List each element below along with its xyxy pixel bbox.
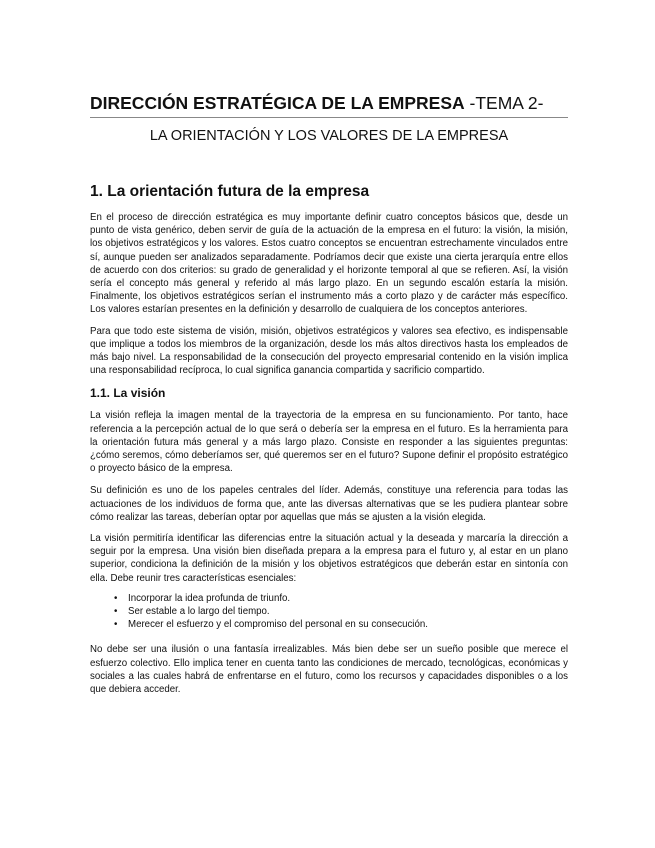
list-item [114, 605, 568, 618]
paragraph-vision-caracteristicas: La visión permitiría identificar las diferencias entre la situación actual y la deseada y marcaría la dirección a seguir por la empresa. Una visión bien diseñada prepara a la empresa para el futuro y, al estar en un plano superior, condiciona la definición de la misión y los objetivos estratégicos que deberán estar en sintonía con ella. Debe reunir tres características esenciales: [90, 533, 568, 584]
document-subtitle: LA ORIENTACIÓN Y LOS VALORES DE LA EMPRESA [149, 128, 509, 144]
bullet-icon: • [114, 606, 118, 618]
paragraph-vision-cierre: No debe ser una ilusión o una fantasía irrealizables. Más bien debe ser un sueño posible que merece el esfuerzo colectivo. Ello implica tener en cuenta tanto las condiciones de mercado, tecnológicas, económicas y sociales a las cuales habrá de enfrentarse en el futuro, como los recursos y capacidades disponibles o a los que debiera acceder. [90, 644, 568, 696]
document-page [90, 92, 568, 696]
document-title-main: DIRECCIÓN ESTRATÉGICA DE LA EMPRESA [90, 93, 465, 113]
list-item-text: Incorporar la idea profunda de triunfo. [128, 592, 291, 604]
section-heading-orientacion: 1. La orientación futura de la empresa [90, 183, 370, 200]
paragraph-vision-lider: Su definición es uno de los papeles centrales del líder. Además, constituye una referencia para todas las actuaciones de los individuos de forma que, ante las diversas alternativas que se les pudiera plantear sobre cómo realizar las tareas, deberían optar por aquellas que más se ajusten a la visión elegida. [90, 485, 568, 523]
list-item [114, 618, 568, 631]
list-item-text: Ser estable a lo largo del tiempo. [128, 606, 270, 618]
document-title [90, 92, 568, 114]
paragraph-intro: En el proceso de dirección estratégica es muy importante definir cuatro conceptos básicos que, desde un punto de vista genérico, deben servir de guía de la actuación de la empresa en el futuro: la visión, la misión, los objetivos estratégicos y los valores. Estos cuatro conceptos se encuentran estrechamente vinculados entre sí, aunque pueden ser analizados separadamente. Podríamos decir que existe una cierta jerarquía entre ellos de acuerdo con dos criterios: su grado de generalidad y el horizonte temporal al que se refieren. Así, la visión sería el concepto más general y referido al más largo plazo. En un segundo escalón estaría la misión. Finalmente, los objetivos estratégicos serían el instrumento más a corto plazo y de carácter más específico. Los valores estarían presentes en la definición y desarrollo de cualquiera de los conceptos anteriores. [90, 212, 568, 316]
bullet-icon: • [114, 619, 118, 631]
section-heading-vision: 1.1. La visión [90, 386, 166, 401]
title-divider [90, 117, 568, 118]
list-item [114, 592, 568, 605]
document-title-topic: -TEMA 2- [464, 93, 544, 113]
characteristics-list [90, 592, 568, 632]
list-item-text: Merecer el esfuerzo y el compromiso del personal en su consecución. [128, 619, 428, 631]
paragraph-sistema: Para que todo este sistema de visión, misión, objetivos estratégicos y valores sea efectivo, es indispensable que implique a todos los miembros de la organización, desde los más altos directivos hasta los empleados de más bajo nivel. La responsabilidad de la consecución del proyecto empresarial contenido en la visión implica una responsabilidad recíproca, lo cual significa ganancia compartida y sacrificio compartido. [90, 325, 568, 377]
paragraph-vision-definicion: La visión refleja la imagen mental de la trayectoria de la empresa en su funcionamiento. Por tanto, hace referencia a la percepción actual de lo que será o debería ser la empresa en el futuro. Es la herramienta para la orientación futura más general y a más largo plazo. Consiste en responder a las siguientes preguntas: ¿cómo seremos, cómo deberíamos ser, qué queremos ser en el futuro? Supone definir el propósito estratégico o proyecto básico de la empresa. [90, 410, 568, 475]
bullet-icon: • [114, 592, 118, 604]
